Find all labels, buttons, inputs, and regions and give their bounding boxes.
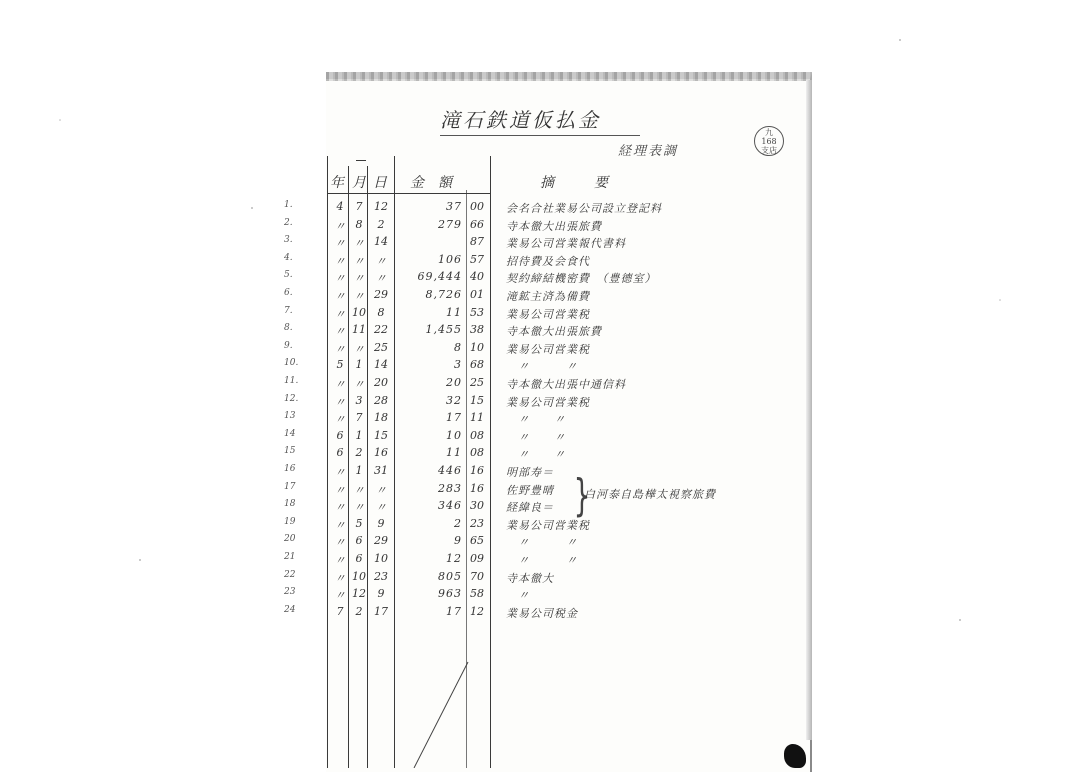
row-year: 〃 <box>334 536 346 550</box>
row-year: 〃 <box>334 325 346 339</box>
row-amount-decimal: 40 <box>470 270 484 284</box>
row-month: 〃 <box>353 254 365 268</box>
row-amount: 12 <box>446 552 462 565</box>
row-amount-decimal: 08 <box>470 446 484 460</box>
row-month: 〃 <box>353 483 365 497</box>
row-index: 19 <box>284 516 296 527</box>
row-day: 10 <box>374 552 388 565</box>
row-month: 1 <box>355 358 363 372</box>
row-day: 31 <box>374 464 388 477</box>
row-index: 20 <box>284 534 296 545</box>
row-amount-decimal: 57 <box>470 252 484 266</box>
row-amount-decimal: 70 <box>470 569 484 583</box>
row-year: 〃 <box>334 554 346 567</box>
row-month: 〃 <box>353 290 365 303</box>
row-month: 6 <box>355 534 363 548</box>
row-description: 業易公司税金 <box>506 606 578 620</box>
row-day: 14 <box>374 358 388 372</box>
row-year: 7 <box>336 604 344 618</box>
row-year: 〃 <box>334 378 346 391</box>
row-amount: 10 <box>446 428 462 442</box>
row-index: 4. <box>284 252 293 263</box>
row-amount: 805 <box>438 569 462 583</box>
row-amount: 346 <box>438 499 462 513</box>
row-month: 6 <box>355 552 363 565</box>
row-amount-decimal: 16 <box>470 481 484 495</box>
row-index: 12. <box>284 393 299 404</box>
row-year: 5 <box>336 358 344 372</box>
row-index: 6. <box>284 288 293 298</box>
row-index: 18 <box>284 499 296 510</box>
row-amount: 69,444 <box>417 270 462 284</box>
row-year: 〃 <box>334 589 346 603</box>
row-description: 滝鉱主済為備費 <box>506 290 590 303</box>
row-description: 寺本徹大出張旅費 <box>506 325 602 339</box>
row-index: 21 <box>284 552 296 562</box>
row-description: 業易公司営業税 <box>506 395 590 409</box>
row-day: 22 <box>374 323 388 337</box>
row-month: 〃 <box>353 272 365 286</box>
row-day: 20 <box>374 376 388 389</box>
row-day: 14 <box>374 235 388 249</box>
row-amount-decimal: 12 <box>470 604 484 618</box>
row-index: 11. <box>284 376 299 386</box>
document-title: 滝石鉄道仮払金 <box>440 104 640 136</box>
row-day: 〃 <box>375 272 387 286</box>
row-month: 7 <box>355 200 363 213</box>
row-description: 〃 〃 <box>506 360 578 374</box>
row-day: 〃 <box>375 254 387 268</box>
row-year: 〃 <box>334 254 346 268</box>
row-amount: 106 <box>438 252 462 266</box>
row-index: 22 <box>284 569 296 580</box>
row-description: 寺本徹大出張中通信料 <box>506 378 626 391</box>
document-author: 経理表調 <box>618 144 679 159</box>
row-index: 1. <box>284 200 293 210</box>
row-amount: 279 <box>438 217 462 231</box>
row-year: 〃 <box>334 413 346 427</box>
header-amount: 金 額 <box>410 175 452 191</box>
row-description: 契約締結機密費 （豊德室） <box>506 272 657 286</box>
row-description: 会名合社業易公司設立登記料 <box>506 202 662 215</box>
row-year: 〃 <box>334 483 346 497</box>
row-amount: 17 <box>446 604 462 618</box>
row-month: 12 <box>352 587 366 601</box>
row-year: 〃 <box>334 501 346 515</box>
row-description: 業易公司営業税 <box>506 342 590 356</box>
row-year: 〃 <box>334 466 346 479</box>
row-index: 15 <box>284 446 296 457</box>
row-index: 17 <box>284 481 296 492</box>
row-description: 〃 〃 <box>506 448 566 462</box>
row-amount: 2 <box>454 516 462 530</box>
row-amount: 11 <box>446 305 462 319</box>
row-day: 〃 <box>375 501 387 515</box>
row-amount: 37 <box>446 200 462 213</box>
row-day: 15 <box>374 428 388 442</box>
row-amount-decimal: 58 <box>470 587 484 601</box>
row-description: 佐野豊晴 <box>506 483 554 497</box>
row-month: 8 <box>355 217 363 231</box>
row-month: 10 <box>352 305 366 319</box>
header-description: 摘 要 <box>540 175 612 191</box>
row-description: 〃 〃 <box>506 554 578 567</box>
row-month: 11 <box>352 323 366 337</box>
row-amount: 446 <box>438 464 462 477</box>
row-day: 23 <box>374 569 388 583</box>
row-amount: 3 <box>454 358 462 372</box>
row-month: 10 <box>352 569 366 583</box>
row-description: 業易公司営業報代書料 <box>506 237 626 251</box>
row-amount: 283 <box>438 481 462 495</box>
row-amount-decimal: 16 <box>470 464 484 477</box>
row-amount-decimal: 10 <box>470 340 484 354</box>
row-day: 12 <box>374 200 388 213</box>
row-month: 3 <box>355 393 363 407</box>
row-description: 〃 〃 <box>506 430 566 444</box>
row-amount-decimal: 30 <box>470 499 484 513</box>
row-index: 3. <box>284 235 293 246</box>
row-index: 24 <box>284 604 296 615</box>
row-amount: 11 <box>446 446 462 460</box>
row-description: 招待費及会食代 <box>506 254 590 268</box>
row-amount-decimal: 15 <box>470 393 484 407</box>
row-day: 28 <box>374 393 388 407</box>
brace-mark: } <box>573 470 591 521</box>
row-amount: 17 <box>446 411 462 425</box>
row-month: 2 <box>355 604 363 618</box>
header-day: 日 <box>373 175 387 191</box>
row-description: 業易公司営業税 <box>506 518 590 532</box>
row-day: 29 <box>374 288 388 301</box>
row-index: 16 <box>284 464 296 474</box>
row-amount-decimal: 23 <box>470 516 484 530</box>
row-amount: 8,726 <box>425 288 462 301</box>
row-description: 〃 <box>506 589 530 603</box>
row-day: 18 <box>374 411 388 425</box>
row-month: 1 <box>355 464 363 477</box>
row-amount: 1,455 <box>425 323 462 337</box>
row-month: 〃 <box>353 378 365 391</box>
row-description: 経緯良＝ <box>506 501 554 515</box>
row-year: 〃 <box>334 272 346 286</box>
row-month: 〃 <box>353 237 365 251</box>
row-amount-decimal: 66 <box>470 217 484 231</box>
row-description: 寺本徹大 <box>506 571 554 585</box>
row-year: 〃 <box>334 237 346 251</box>
row-day: 16 <box>374 446 388 460</box>
row-amount-decimal: 65 <box>470 534 484 548</box>
row-year: 6 <box>336 446 344 460</box>
row-amount-decimal: 25 <box>470 376 484 389</box>
row-month: 5 <box>355 516 363 530</box>
row-index: 2. <box>284 217 293 228</box>
row-day: 2 <box>377 217 385 231</box>
row-index: 14 <box>284 428 296 439</box>
row-amount: 9 <box>454 534 462 548</box>
row-amount-decimal: 87 <box>470 235 484 249</box>
row-year: 〃 <box>334 342 346 356</box>
row-year: 6 <box>336 428 344 442</box>
row-index: 5. <box>284 270 293 281</box>
row-description: 明部寿＝ <box>506 466 554 479</box>
row-description: 〃 〃 <box>506 413 566 427</box>
row-index: 23 <box>284 587 296 598</box>
row-month: 〃 <box>353 501 365 515</box>
row-day: 29 <box>374 534 388 548</box>
row-index: 8. <box>284 323 293 334</box>
row-amount: 963 <box>438 587 462 601</box>
row-day: 17 <box>374 604 388 618</box>
row-amount-decimal: 53 <box>470 305 484 319</box>
row-year: 〃 <box>334 219 346 233</box>
row-year: 〃 <box>334 571 346 585</box>
row-amount: 8 <box>454 340 462 354</box>
row-amount-decimal: 38 <box>470 323 484 337</box>
row-index: 9. <box>284 340 293 351</box>
row-month: 7 <box>355 411 363 425</box>
stamp-text: 九 168 支店 <box>761 127 777 155</box>
row-amount-decimal: 11 <box>470 411 484 425</box>
row-amount: 32 <box>446 393 462 407</box>
row-day: 25 <box>374 340 388 354</box>
row-month: 2 <box>355 446 363 460</box>
row-day: 9 <box>377 587 385 601</box>
row-description: 〃 〃 <box>506 536 578 550</box>
row-index: 7. <box>284 305 293 316</box>
row-amount-decimal: 09 <box>470 552 484 565</box>
row-amount-decimal: 01 <box>470 288 484 301</box>
row-year: 〃 <box>334 290 346 303</box>
row-amount-decimal: 00 <box>470 200 484 213</box>
row-index: 10. <box>284 358 299 369</box>
row-day: 〃 <box>375 483 387 497</box>
row-year: 4 <box>336 200 344 213</box>
row-month: 1 <box>355 428 363 442</box>
row-month: 〃 <box>353 342 365 356</box>
row-index: 13 <box>284 411 296 422</box>
row-amount-decimal: 08 <box>470 428 484 442</box>
header-month: 月 <box>352 175 366 191</box>
row-day: 8 <box>377 305 385 319</box>
row-day: 9 <box>377 516 385 530</box>
row-year: 〃 <box>334 307 346 321</box>
row-description: 寺本徹大出張旅費 <box>506 219 602 233</box>
row-year: 〃 <box>334 395 346 409</box>
header-year: 年 <box>330 175 344 191</box>
row-year: 〃 <box>334 518 346 532</box>
brace-note: 白河泰自島樺太視察旅費 <box>584 488 716 501</box>
row-amount: 20 <box>446 376 462 389</box>
row-description: 業易公司営業税 <box>506 307 590 321</box>
row-amount-decimal: 68 <box>470 358 484 372</box>
